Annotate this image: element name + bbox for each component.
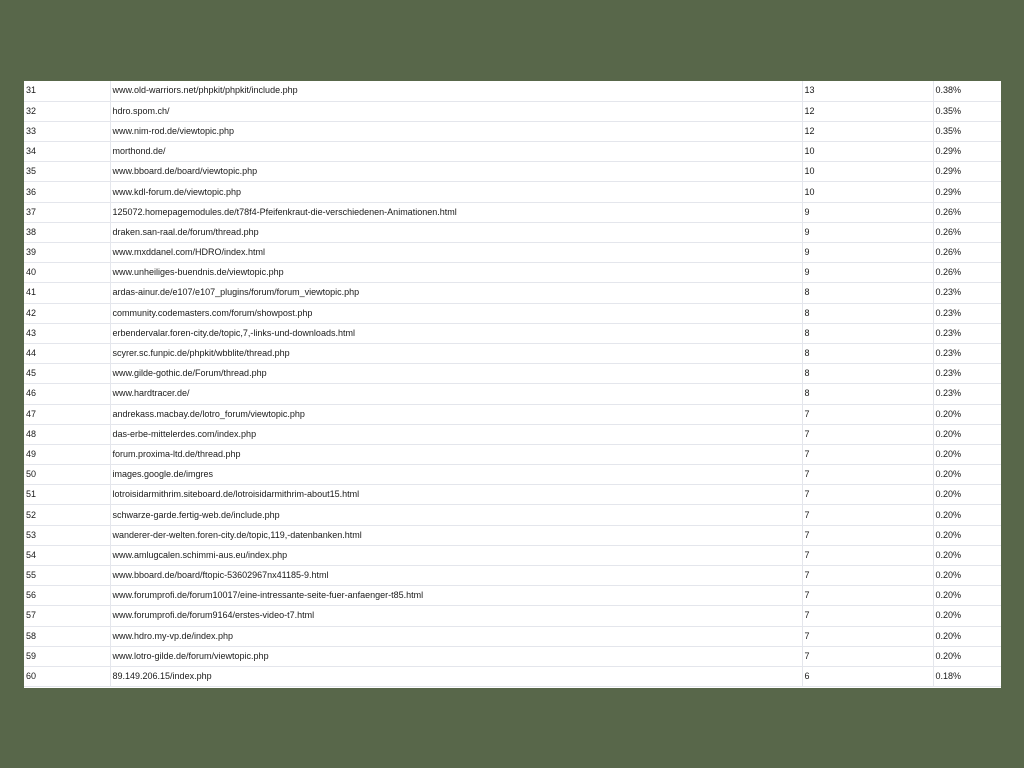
url-cell: andrekass.macbay.de/lotro_forum/viewtopic.php bbox=[110, 404, 802, 424]
url-cell: www.nim-rod.de/viewtopic.php bbox=[110, 121, 802, 141]
table-row bbox=[24, 404, 1001, 424]
url-cell: draken.san-raal.de/forum/thread.php bbox=[110, 222, 802, 242]
url-cell: www.hardtracer.de/ bbox=[110, 384, 802, 404]
percent-cell: 0.20% bbox=[933, 424, 1001, 444]
percent-cell: 0.23% bbox=[933, 303, 1001, 323]
percent-cell: 0.20% bbox=[933, 646, 1001, 666]
percent-cell: 0.23% bbox=[933, 364, 1001, 384]
percent-cell: 0.20% bbox=[933, 404, 1001, 424]
referrer-stats-table bbox=[24, 81, 1001, 687]
hits-cell: 8 bbox=[802, 303, 933, 323]
hits-cell: 7 bbox=[802, 545, 933, 565]
url-cell: ardas-ainur.de/e107/e107_plugins/forum/forum_viewtopic.php bbox=[110, 283, 802, 303]
hits-cell: 7 bbox=[802, 485, 933, 505]
table-row bbox=[24, 646, 1001, 666]
rank-cell: 34 bbox=[24, 142, 110, 162]
rank-cell: 46 bbox=[24, 384, 110, 404]
rank-cell: 60 bbox=[24, 666, 110, 686]
url-cell: 125072.homepagemodules.de/t78f4-Pfeifenkraut-die-verschiedenen-Animationen.html bbox=[110, 202, 802, 222]
percent-cell: 0.20% bbox=[933, 505, 1001, 525]
percent-cell: 0.20% bbox=[933, 626, 1001, 646]
rank-cell: 48 bbox=[24, 424, 110, 444]
table-row bbox=[24, 666, 1001, 686]
percent-cell: 0.29% bbox=[933, 142, 1001, 162]
rank-cell: 45 bbox=[24, 364, 110, 384]
hits-cell: 7 bbox=[802, 606, 933, 626]
table-row bbox=[24, 222, 1001, 242]
hits-cell: 9 bbox=[802, 263, 933, 283]
url-cell: erbendervalar.foren-city.de/topic,7,-links-und-downloads.html bbox=[110, 323, 802, 343]
hits-cell: 8 bbox=[802, 384, 933, 404]
url-cell: community.codemasters.com/forum/showpost.php bbox=[110, 303, 802, 323]
table-row bbox=[24, 364, 1001, 384]
rank-cell: 36 bbox=[24, 182, 110, 202]
url-cell: www.kdl-forum.de/viewtopic.php bbox=[110, 182, 802, 202]
rank-cell: 43 bbox=[24, 323, 110, 343]
percent-cell: 0.26% bbox=[933, 243, 1001, 263]
table-row bbox=[24, 303, 1001, 323]
percent-cell: 0.23% bbox=[933, 323, 1001, 343]
hits-cell: 7 bbox=[802, 404, 933, 424]
hits-cell: 9 bbox=[802, 202, 933, 222]
table-row bbox=[24, 243, 1001, 263]
table-row bbox=[24, 525, 1001, 545]
table-row bbox=[24, 586, 1001, 606]
rank-cell: 52 bbox=[24, 505, 110, 525]
referrer-stats-panel bbox=[24, 81, 1001, 688]
table-row bbox=[24, 424, 1001, 444]
table-row bbox=[24, 263, 1001, 283]
rank-cell: 53 bbox=[24, 525, 110, 545]
percent-cell: 0.26% bbox=[933, 222, 1001, 242]
table-row bbox=[24, 142, 1001, 162]
table-row bbox=[24, 606, 1001, 626]
hits-cell: 10 bbox=[802, 142, 933, 162]
url-cell: hdro.spom.ch/ bbox=[110, 101, 802, 121]
percent-cell: 0.20% bbox=[933, 586, 1001, 606]
hits-cell: 7 bbox=[802, 566, 933, 586]
percent-cell: 0.20% bbox=[933, 566, 1001, 586]
percent-cell: 0.20% bbox=[933, 545, 1001, 565]
hits-cell: 8 bbox=[802, 283, 933, 303]
hits-cell: 12 bbox=[802, 101, 933, 121]
hits-cell: 8 bbox=[802, 343, 933, 363]
hits-cell: 13 bbox=[802, 81, 933, 101]
table-row bbox=[24, 505, 1001, 525]
hits-cell: 8 bbox=[802, 323, 933, 343]
hits-cell: 7 bbox=[802, 424, 933, 444]
percent-cell: 0.26% bbox=[933, 263, 1001, 283]
table-row bbox=[24, 465, 1001, 485]
rank-cell: 57 bbox=[24, 606, 110, 626]
rank-cell: 44 bbox=[24, 343, 110, 363]
hits-cell: 7 bbox=[802, 444, 933, 464]
url-cell: lotroisidarmithrim.siteboard.de/lotroisidarmithrim-about15.html bbox=[110, 485, 802, 505]
url-cell: www.forumprofi.de/forum10017/eine-intressante-seite-fuer-anfaenger-t85.html bbox=[110, 586, 802, 606]
percent-cell: 0.23% bbox=[933, 343, 1001, 363]
table-row bbox=[24, 545, 1001, 565]
table-row bbox=[24, 566, 1001, 586]
percent-cell: 0.23% bbox=[933, 283, 1001, 303]
rank-cell: 56 bbox=[24, 586, 110, 606]
rank-cell: 41 bbox=[24, 283, 110, 303]
rank-cell: 59 bbox=[24, 646, 110, 666]
percent-cell: 0.26% bbox=[933, 202, 1001, 222]
table-row bbox=[24, 101, 1001, 121]
rank-cell: 37 bbox=[24, 202, 110, 222]
hits-cell: 12 bbox=[802, 121, 933, 141]
hits-cell: 7 bbox=[802, 465, 933, 485]
percent-cell: 0.35% bbox=[933, 101, 1001, 121]
url-cell: www.bboard.de/board/ftopic-53602967nx41185-9.html bbox=[110, 566, 802, 586]
url-cell: scyrer.sc.funpic.de/phpkit/wbblite/thread.php bbox=[110, 343, 802, 363]
hits-cell: 6 bbox=[802, 666, 933, 686]
percent-cell: 0.18% bbox=[933, 666, 1001, 686]
hits-cell: 7 bbox=[802, 525, 933, 545]
rank-cell: 40 bbox=[24, 263, 110, 283]
hits-cell: 7 bbox=[802, 646, 933, 666]
rank-cell: 54 bbox=[24, 545, 110, 565]
url-cell: www.bboard.de/board/viewtopic.php bbox=[110, 162, 802, 182]
url-cell: schwarze-garde.fertig-web.de/include.php bbox=[110, 505, 802, 525]
url-cell: www.hdro.my-vp.de/index.php bbox=[110, 626, 802, 646]
url-cell: www.unheiliges-buendnis.de/viewtopic.php bbox=[110, 263, 802, 283]
percent-cell: 0.20% bbox=[933, 606, 1001, 626]
url-cell: morthond.de/ bbox=[110, 142, 802, 162]
hits-cell: 7 bbox=[802, 505, 933, 525]
url-cell: www.forumprofi.de/forum9164/erstes-video-t7.html bbox=[110, 606, 802, 626]
rank-cell: 55 bbox=[24, 566, 110, 586]
table-row bbox=[24, 162, 1001, 182]
table-row bbox=[24, 182, 1001, 202]
table-row bbox=[24, 626, 1001, 646]
hits-cell: 10 bbox=[802, 182, 933, 202]
table-row bbox=[24, 384, 1001, 404]
url-cell: forum.proxima-ltd.de/thread.php bbox=[110, 444, 802, 464]
percent-cell: 0.20% bbox=[933, 525, 1001, 545]
table-row bbox=[24, 283, 1001, 303]
url-cell: wanderer-der-welten.foren-city.de/topic,119,-datenbanken.html bbox=[110, 525, 802, 545]
table-row bbox=[24, 485, 1001, 505]
percent-cell: 0.20% bbox=[933, 485, 1001, 505]
hits-cell: 7 bbox=[802, 626, 933, 646]
rank-cell: 47 bbox=[24, 404, 110, 424]
url-cell: www.gilde-gothic.de/Forum/thread.php bbox=[110, 364, 802, 384]
table-row bbox=[24, 202, 1001, 222]
percent-cell: 0.20% bbox=[933, 444, 1001, 464]
rank-cell: 32 bbox=[24, 101, 110, 121]
percent-cell: 0.20% bbox=[933, 465, 1001, 485]
table-row bbox=[24, 343, 1001, 363]
rank-cell: 51 bbox=[24, 485, 110, 505]
table-row bbox=[24, 323, 1001, 343]
percent-cell: 0.29% bbox=[933, 182, 1001, 202]
rank-cell: 49 bbox=[24, 444, 110, 464]
url-cell: www.old-warriors.net/phpkit/phpkit/include.php bbox=[110, 81, 802, 101]
url-cell: das-erbe-mittelerdes.com/index.php bbox=[110, 424, 802, 444]
hits-cell: 7 bbox=[802, 586, 933, 606]
hits-cell: 8 bbox=[802, 364, 933, 384]
hits-cell: 9 bbox=[802, 243, 933, 263]
rank-cell: 33 bbox=[24, 121, 110, 141]
rank-cell: 39 bbox=[24, 243, 110, 263]
url-cell: www.mxddanel.com/HDRO/index.html bbox=[110, 243, 802, 263]
hits-cell: 9 bbox=[802, 222, 933, 242]
url-cell: www.lotro-gilde.de/forum/viewtopic.php bbox=[110, 646, 802, 666]
percent-cell: 0.38% bbox=[933, 81, 1001, 101]
percent-cell: 0.23% bbox=[933, 384, 1001, 404]
rank-cell: 58 bbox=[24, 626, 110, 646]
hits-cell: 10 bbox=[802, 162, 933, 182]
rank-cell: 50 bbox=[24, 465, 110, 485]
table-row bbox=[24, 121, 1001, 141]
referrer-stats-table-body bbox=[24, 81, 1001, 687]
table-row bbox=[24, 444, 1001, 464]
rank-cell: 35 bbox=[24, 162, 110, 182]
percent-cell: 0.35% bbox=[933, 121, 1001, 141]
url-cell: 89.149.206.15/index.php bbox=[110, 666, 802, 686]
percent-cell: 0.29% bbox=[933, 162, 1001, 182]
url-cell: www.amlugcalen.schimmi-aus.eu/index.php bbox=[110, 545, 802, 565]
url-cell: images.google.de/imgres bbox=[110, 465, 802, 485]
rank-cell: 38 bbox=[24, 222, 110, 242]
rank-cell: 42 bbox=[24, 303, 110, 323]
table-row bbox=[24, 81, 1001, 101]
rank-cell: 31 bbox=[24, 81, 110, 101]
